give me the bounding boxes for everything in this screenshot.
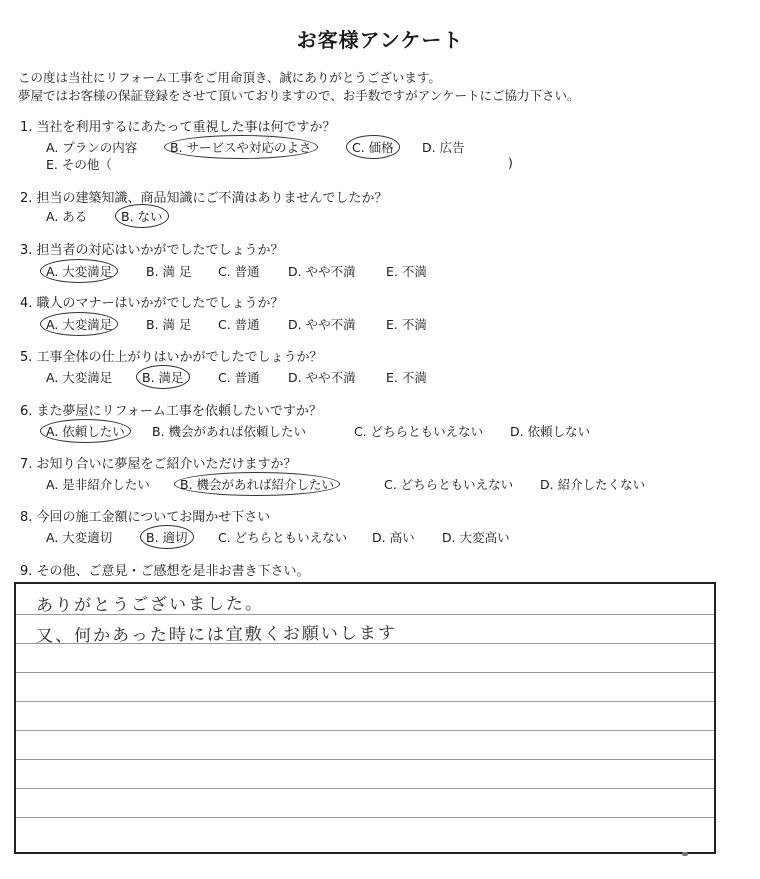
q4-option-d[interactable]: D. やや不満	[288, 317, 356, 332]
q3-option-c[interactable]: C. 普通	[218, 264, 260, 279]
question-6-title: 6. また夢屋にリフォーム工事を依頼したいですか？	[20, 404, 322, 419]
q6-option-d[interactable]: D. 依頼しない	[510, 424, 591, 439]
ruled-line	[16, 701, 714, 702]
q4-option-a[interactable]: A. 大変満足	[40, 312, 118, 336]
q5-option-d[interactable]: D. やや不満	[288, 370, 356, 385]
q1-option-a[interactable]: A. プランの内容	[46, 140, 138, 155]
q1-other-close: )	[508, 155, 513, 170]
q5-option-c[interactable]: C. 普通	[218, 370, 260, 385]
question-5-title: 5. 工事全体の仕上がりはいかがでしたでしょうか？	[20, 350, 323, 365]
comment-box[interactable]	[14, 582, 716, 854]
q3-option-d[interactable]: D. やや不満	[288, 264, 356, 279]
q8-option-e[interactable]: D. 大変高い	[442, 530, 510, 545]
q1-option-e[interactable]: E. その他（	[46, 157, 112, 172]
question-3-title: 3. 担当者の対応はいかがでしたでしょうか？	[20, 243, 284, 258]
ruled-line	[16, 730, 714, 731]
question-1-title: 1. 当社を利用するにあたって重視した事は何ですか？	[20, 120, 336, 135]
q7-option-a[interactable]: A. 是非紹介したい	[46, 477, 150, 492]
q6-option-c[interactable]: C. どちらともいえない	[354, 424, 484, 439]
question-8-title: 8. 今回の施工金額についてお聞かせ下さい	[20, 510, 271, 525]
ruled-line	[16, 759, 714, 760]
q4-option-e[interactable]: E. 不満	[386, 317, 427, 332]
q5-option-b[interactable]: B. 満足	[136, 365, 190, 389]
ruled-line	[16, 817, 714, 818]
q1-option-b[interactable]: B. サービスや対応のよさ	[164, 135, 318, 159]
question-4-title: 4. 職人のマナーはいかがでしたでしょうか？	[20, 296, 284, 311]
intro-line-1: この度は当社にリフォーム工事をご用命頂き、誠にありがとうございます。	[18, 70, 441, 85]
intro-line-2: 夢屋ではお客様の保証登録をさせて頂いておりますので、お手数ですがアンケートにご協力下さい。	[18, 88, 580, 103]
q6-option-b[interactable]: B. 機会があれば依頼したい	[152, 424, 307, 439]
scan-speck	[682, 852, 688, 856]
q4-option-c[interactable]: C. 普通	[218, 317, 260, 332]
ruled-line	[16, 672, 714, 673]
ruled-line	[16, 788, 714, 789]
q2-option-a[interactable]: A. ある	[46, 209, 88, 224]
q6-option-a[interactable]: A. 依頼したい	[40, 419, 131, 443]
q7-option-d[interactable]: D. 紹介したくない	[540, 477, 646, 492]
q2-option-b[interactable]: B. ない	[115, 204, 169, 228]
q5-option-e[interactable]: E. 不満	[386, 370, 427, 385]
q4-option-b[interactable]: B. 満 足	[146, 317, 192, 332]
q8-option-b[interactable]: B. 適切	[140, 525, 194, 549]
q8-option-a[interactable]: A. 大変適切	[46, 530, 113, 545]
q1-option-d[interactable]: D. 広告	[422, 140, 465, 155]
q5-option-a[interactable]: A. 大変満足	[46, 370, 113, 385]
handwritten-comment-line-2: 又、何かあった時には宜敷くお願いします	[35, 623, 397, 647]
handwritten-comment-line-1: ありがとうございました。	[35, 594, 265, 616]
q8-option-d[interactable]: D. 高い	[372, 530, 415, 545]
question-9-title: 9. その他、ご意見・ご感想を是非お書き下さい。	[20, 564, 310, 579]
q3-option-b[interactable]: B. 満 足	[146, 264, 192, 279]
q8-option-c[interactable]: C. どちらともいえない	[218, 530, 348, 545]
page-title: お客様アンケート	[296, 28, 464, 52]
q3-option-a[interactable]: A. 大変満足	[40, 259, 118, 283]
question-2-title: 2. 担当の建築知識、商品知識にご不満はありませんでしたか？	[20, 191, 388, 206]
question-7-title: 7. お知り合いに夢屋をご紹介いただけますか？	[20, 457, 297, 472]
q7-option-b[interactable]: B. 機会があれば紹介したい	[174, 472, 340, 496]
q3-option-e[interactable]: E. 不満	[386, 264, 427, 279]
q7-option-c[interactable]: C. どちらともいえない	[384, 477, 514, 492]
q1-option-c[interactable]: C. 価格	[346, 135, 400, 159]
